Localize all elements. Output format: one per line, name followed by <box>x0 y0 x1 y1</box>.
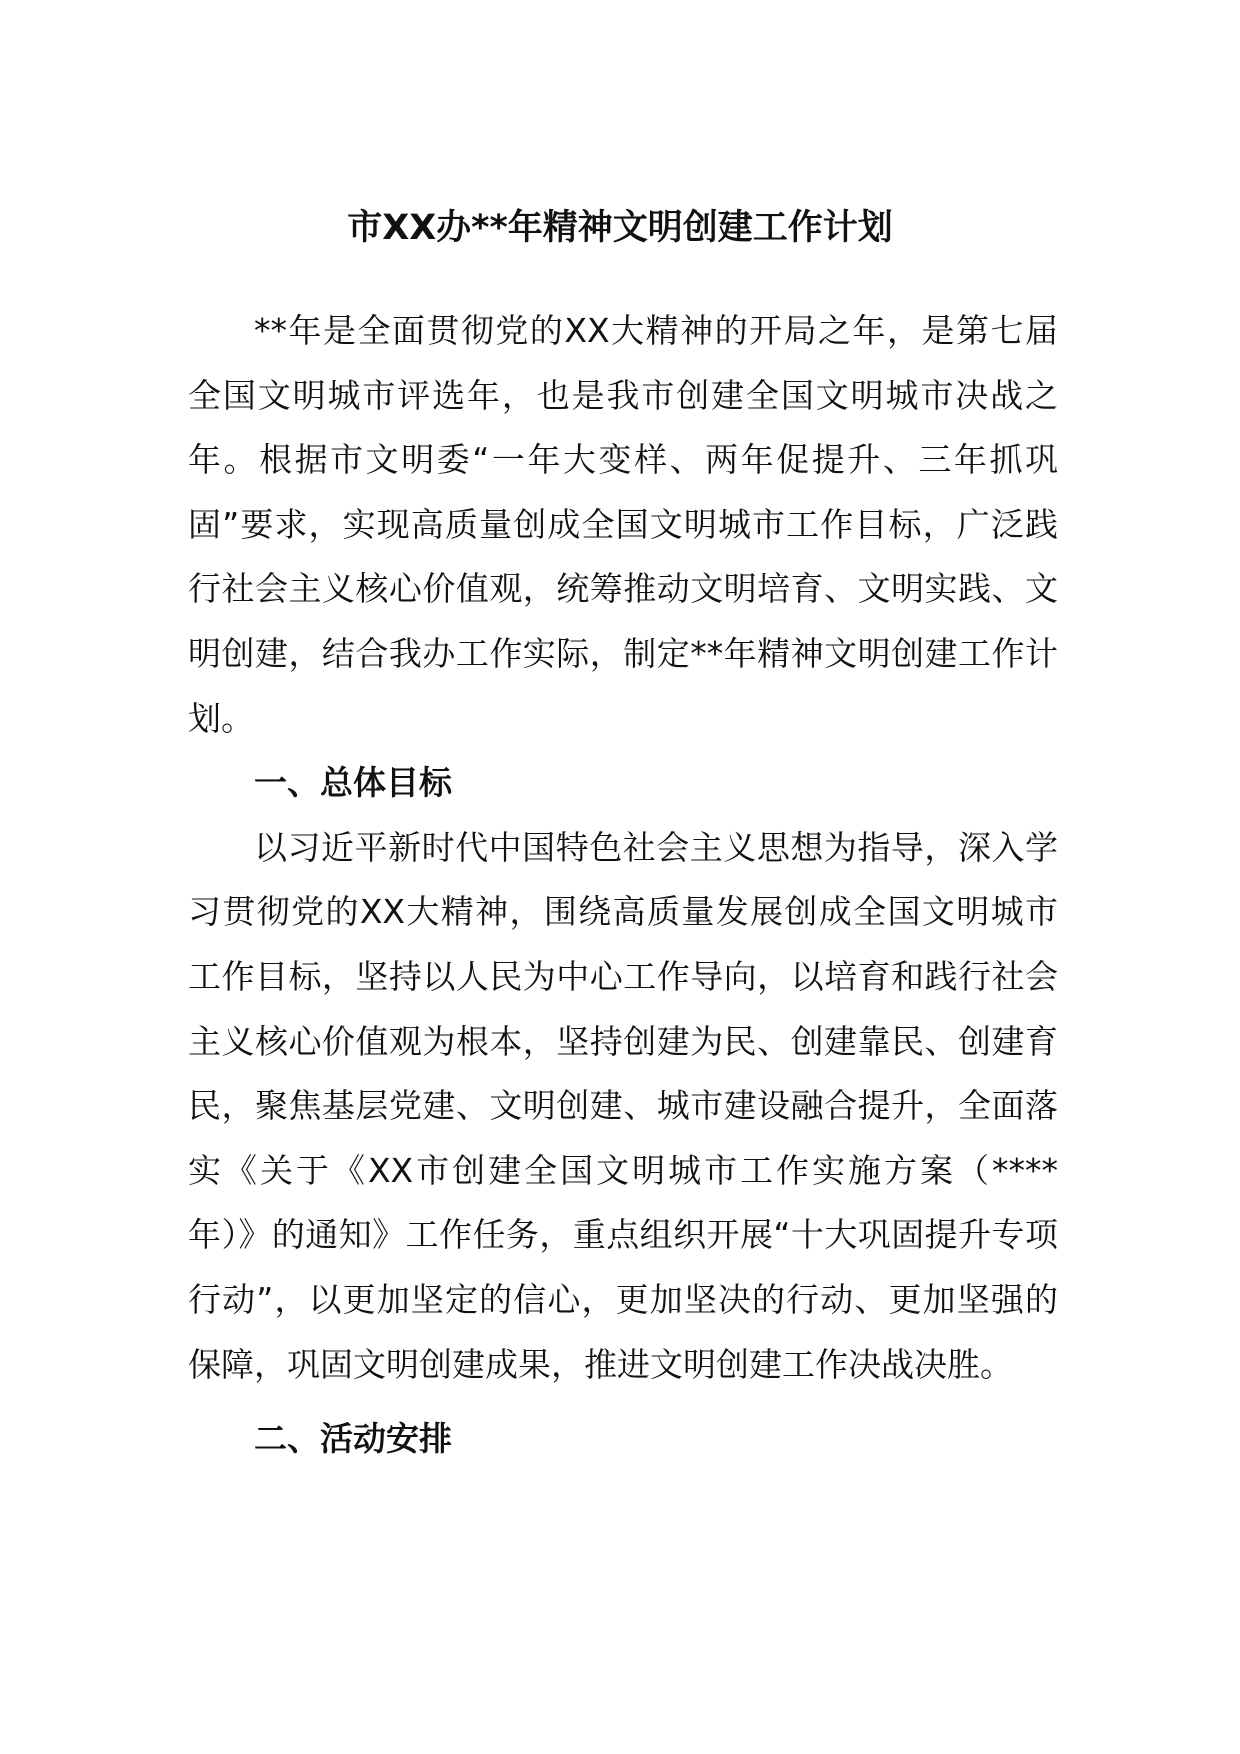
intro-paragraph: **年是全面贯彻党的XX大精神的开局之年，是第七届全国文明城市评选年，也是我市创建全国文明城市决战之年。根据市文明委“一年大变样、两年促提升、三年抓巩固”要求，实现高质量创成全国文明城市工作目标，广泛践行社会主义核心价值观，统筹推动文明培育、文明实践、文明创建，结合我办工作实际，制定**年精神文明创建工作计划。 <box>188 311 1058 738</box>
document-title: 市XX办**年精神文明创建工作计划 <box>347 208 893 248</box>
section-heading-overall-goal: 一、总体目标 <box>254 763 452 803</box>
section-heading-activity-arrangement: 二、活动安排 <box>254 1419 452 1459</box>
overall-goal-paragraph: 以习近平新时代中国特色社会主义思想为指导，深入学习贯彻党的XX大精神，围绕高质量发展创成全国文明城市工作目标，坚持以人民为中心工作导向，以培育和践行社会主义核心价值观为根本，坚持创建为民、创建靠民、创建育民，聚焦基层党建、文明创建、城市建设融合提升，全面落实《关于《XX市创建全国文明城市工作实施方案（****年）》的通知》工作任务，重点组织开展“十大巩固提升专项行动”，以更加坚定的信心，更加坚决的行动、更加坚强的保障，巩固文明创建成果，推进文明创建工作决战决胜。 <box>188 827 1058 1384</box>
section-spacer <box>188 1397 1058 1407</box>
document-body <box>188 299 1058 1472</box>
